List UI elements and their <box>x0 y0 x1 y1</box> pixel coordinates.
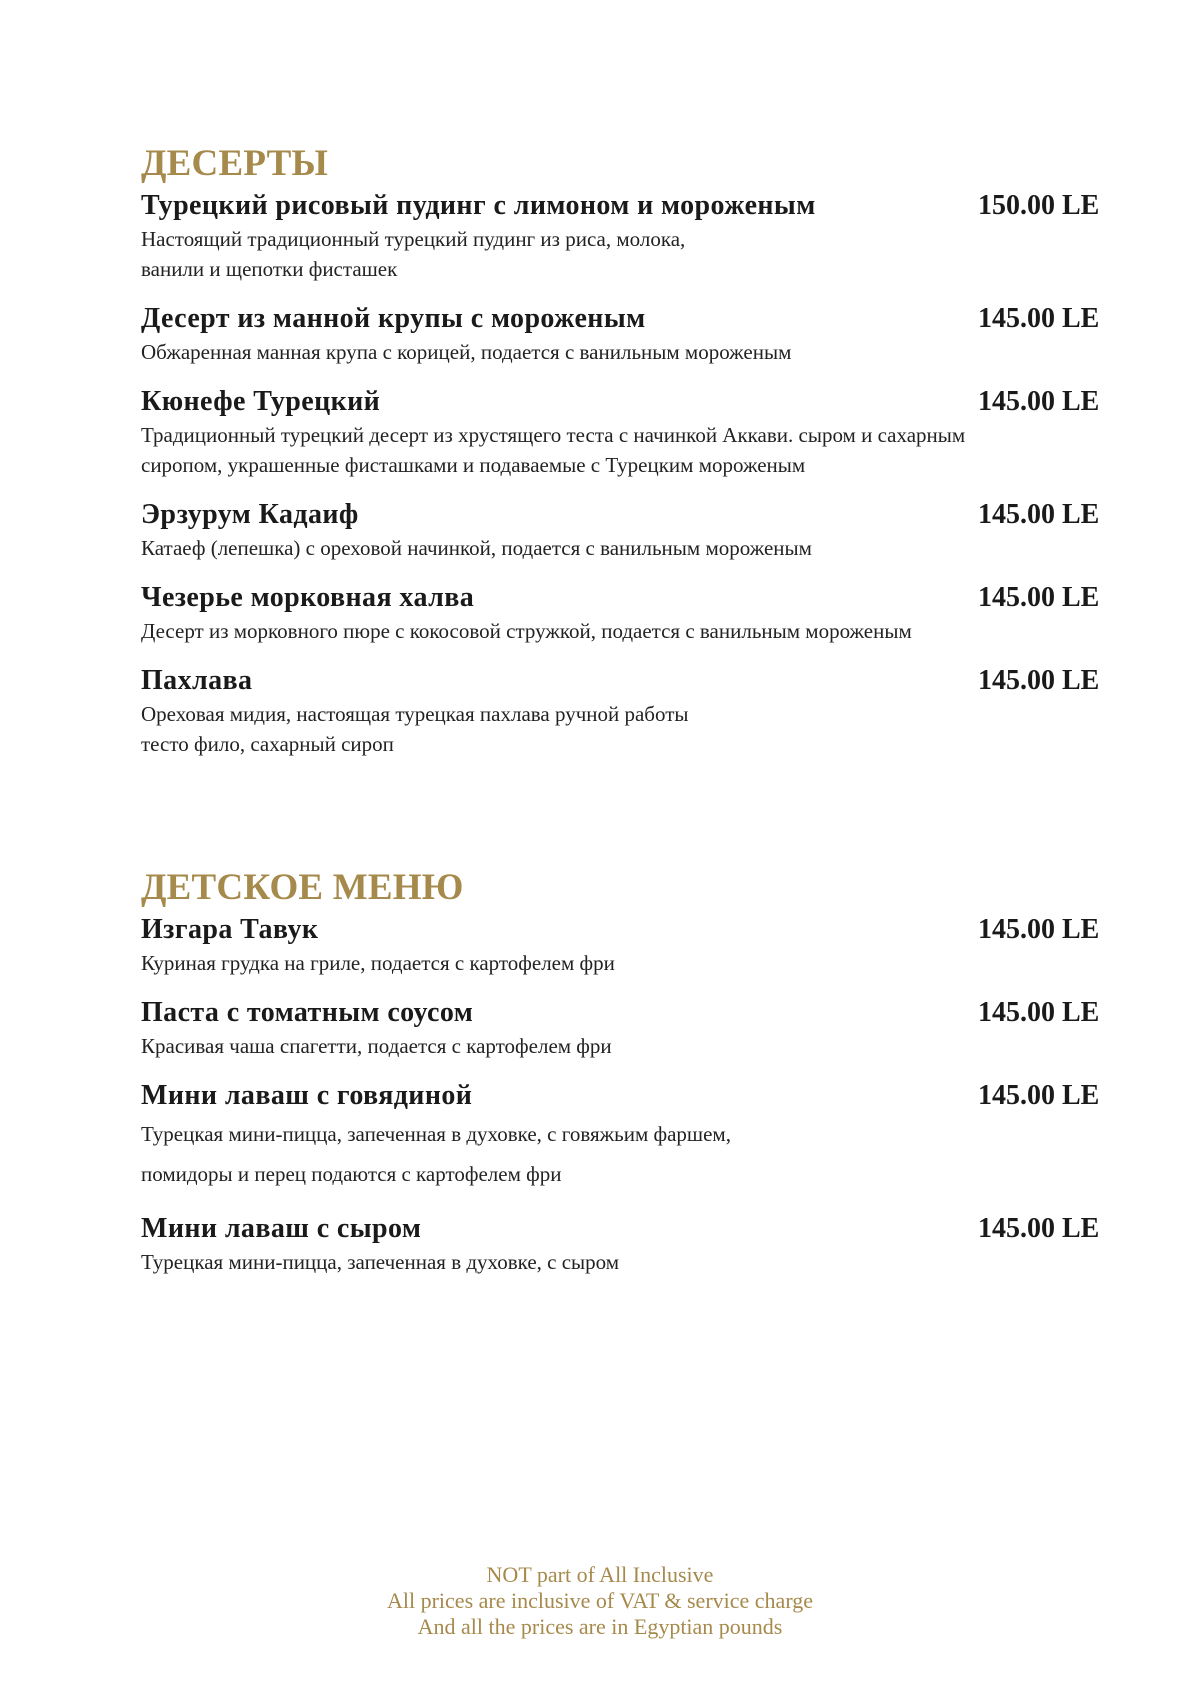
item-description: Турецкая мини-пицца, запеченная в духовке, с сыром <box>141 1250 620 1274</box>
menu-item <box>141 384 1116 480</box>
menu-item <box>141 912 1116 978</box>
menu-item <box>141 1078 1116 1194</box>
menu-item <box>141 580 1116 646</box>
item-name: Пахлава <box>141 665 253 696</box>
menu-item <box>141 995 1116 1061</box>
item-name: Чезерье морковная халва <box>141 582 475 613</box>
item-price: 145.00 LE <box>978 665 1100 696</box>
menu-item <box>141 663 1116 759</box>
footer-line-not-inclusive: NOT part of All Inclusive <box>486 1562 714 1587</box>
item-price: 145.00 LE <box>978 997 1100 1028</box>
item-name: Турецкий рисовый пудинг с лимоном и мороженым <box>141 190 816 221</box>
item-name: Кюнефе Турецкий <box>141 386 381 417</box>
item-name: Мини лаваш с говядиной <box>141 1080 473 1111</box>
item-description: Турецкая мини-пицца, запеченная в духовке, с говяжьим фаршем, помидоры и перец подаются с картофелем фри <box>141 1122 731 1186</box>
item-price: 145.00 LE <box>978 303 1100 334</box>
item-name: Изгара Тавук <box>141 914 319 945</box>
item-price: 145.00 LE <box>978 582 1100 613</box>
menu-item <box>141 188 1116 284</box>
item-description: Катаеф (лепешка) с ореховой начинкой, подается с ванильным мороженым <box>141 536 812 560</box>
menu-item <box>141 1211 1116 1277</box>
item-name: Десерт из манной крупы с мороженым <box>141 303 646 334</box>
item-price: 145.00 LE <box>978 499 1100 530</box>
item-price: 150.00 LE <box>978 190 1100 221</box>
item-name: Паста с томатным соусом <box>141 997 474 1028</box>
menu-item <box>141 301 1116 367</box>
footer-line-vat: All prices are inclusive of VAT & service charge <box>386 1588 814 1613</box>
item-description: Красивая чаша спагетти, подается с картофелем фри <box>141 1034 612 1058</box>
item-price: 145.00 LE <box>978 386 1100 417</box>
item-description: Традиционный турецкий десерт из хрустящего теста с начинкой Аккави. сыром и сахарным сиропом, украшенные фисташками и подаваемые с Турецким мороженым <box>141 423 966 477</box>
item-price: 145.00 LE <box>978 1080 1100 1111</box>
item-description: Настоящий традиционный турецкий пудинг из риса, молока, ванили и щепотки фисташек <box>141 227 686 281</box>
footer-notes <box>0 1562 1200 1640</box>
kids-menu-section <box>141 866 1116 1294</box>
item-name: Эрзурум Кадаиф <box>141 499 359 530</box>
footer-line-currency: And all the prices are in Egyptian pounds <box>417 1614 783 1639</box>
item-price: 145.00 LE <box>978 1213 1100 1244</box>
item-name: Мини лаваш с сыром <box>141 1213 422 1244</box>
desserts-title: ДЕСЕРТЫ <box>141 143 328 184</box>
item-description: Ореховая мидия, настоящая турецкая пахлава ручной работы тесто фило, сахарный сироп <box>141 702 689 756</box>
item-description: Обжаренная манная крупа с корицей, подается с ванильным мороженым <box>141 340 792 364</box>
kids-menu-title: ДЕТСКОЕ МЕНЮ <box>141 867 464 908</box>
item-description: Десерт из морковного пюре с кокосовой стружкой, подается с ванильным мороженым <box>141 619 912 643</box>
desserts-section <box>141 142 1116 776</box>
item-description: Куриная грудка на гриле, подается с картофелем фри <box>141 951 615 975</box>
item-price: 145.00 LE <box>978 914 1100 945</box>
menu-item <box>141 497 1116 563</box>
